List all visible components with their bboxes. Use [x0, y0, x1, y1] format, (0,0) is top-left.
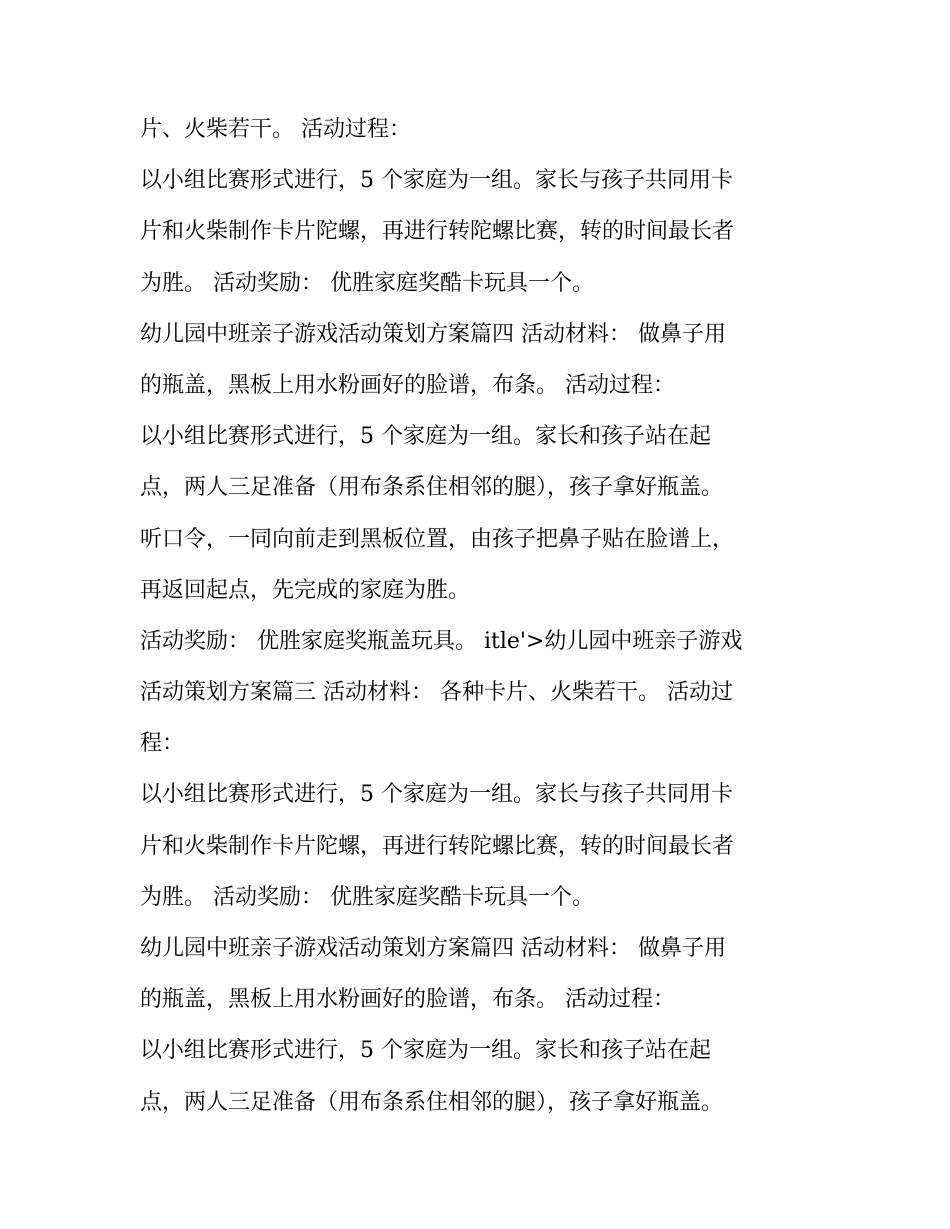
text-line: 程：	[140, 731, 185, 757]
text-line: 为胜。 活动奖励： 优胜家庭奖酷卡玩具一个。	[140, 884, 594, 910]
text-line: 的瓶盖，黑板上用水粉画好的脸谱，布条。 活动过程：	[140, 372, 675, 398]
text-line: 片、火柴若干。 活动过程：	[140, 117, 411, 142]
text-line: 的瓶盖，黑板上用水粉画好的脸谱，布条。 活动过程：	[140, 987, 675, 1013]
text-line: 听口令，一同向前走到黑板位置，由孩子把鼻子贴在脸谱上，	[140, 526, 735, 552]
text-line: 幼儿园中班亲子游戏活动策划方案篇四 活动材料： 做鼻子用	[140, 936, 726, 961]
text-line: 以小组比赛形式进行，5 个家庭为一组。家长与孩子共同用卡	[140, 782, 733, 808]
text-line: 幼儿园中班亲子游戏活动策划方案篇四 活动材料： 做鼻子用	[140, 321, 726, 347]
text-line: 再返回起点，先完成的家庭为胜。	[140, 577, 471, 603]
text-line: 活动策划方案篇三 活动材料： 各种卡片、火柴若干。 活动过	[140, 680, 733, 706]
text-line: 片和火柴制作卡片陀螺，再进行转陀螺比赛，转的时间最长者	[140, 833, 735, 859]
text-line: 片和火柴制作卡片陀螺，再进行转陀螺比赛，转的时间最长者	[140, 219, 735, 245]
document-body	[140, 110, 820, 1134]
text-line: 为胜。 活动奖励： 优胜家庭奖酷卡玩具一个。	[140, 270, 594, 296]
text-line: 以小组比赛形式进行，5 个家庭为一组。家长和孩子站在起	[140, 1038, 711, 1064]
text-line: 点，两人三足准备（用布条系住相邻的腿），孩子拿好瓶盖。	[140, 475, 724, 501]
text-line: 以小组比赛形式进行，5 个家庭为一组。家长与孩子共同用卡	[140, 168, 733, 194]
text-line: 以小组比赛形式进行，5 个家庭为一组。家长和孩子站在起	[140, 424, 711, 450]
text-line: 活动奖励： 优胜家庭奖瓶盖玩具。 itle'>幼儿园中班亲子游戏	[140, 628, 743, 654]
text-line: 点，两人三足准备（用布条系住相邻的腿），孩子拿好瓶盖。	[140, 1089, 724, 1115]
